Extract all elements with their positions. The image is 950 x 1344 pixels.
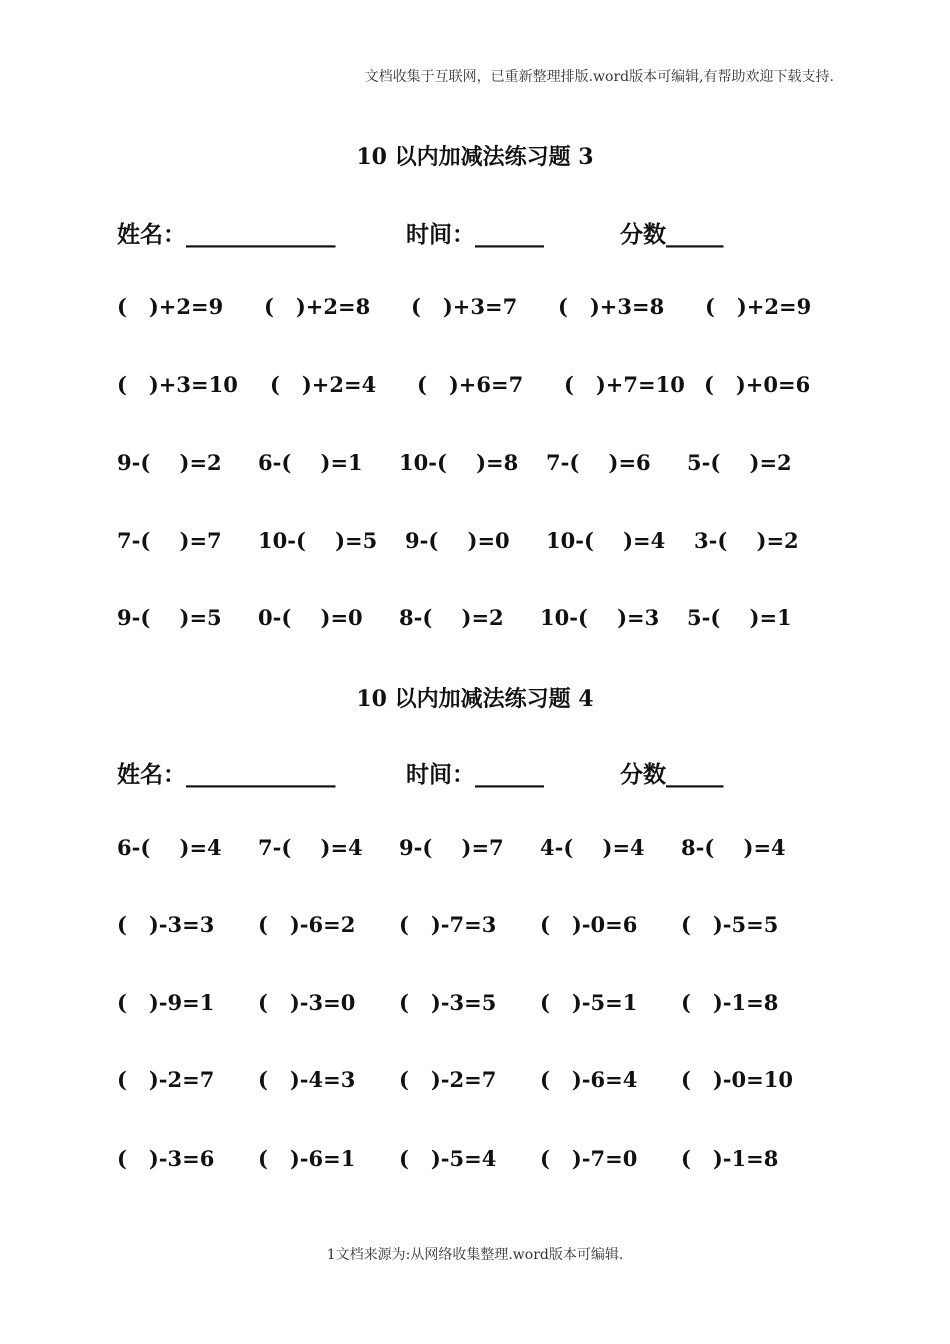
page-header-note: 文档收集于互联网，已重新整理排版.word版本可编辑,有帮助欢迎下载支持. xyxy=(364,69,834,85)
problem: ( )-2=7 xyxy=(117,1067,215,1092)
problem: ( )-6=4 xyxy=(540,1067,638,1092)
problem-row xyxy=(117,294,837,324)
problem: ( )-5=4 xyxy=(399,1146,497,1171)
problem: 3-( )=2 xyxy=(694,528,799,553)
problem: ( )-1=8 xyxy=(681,990,779,1015)
problem: 5-( )=2 xyxy=(687,450,792,475)
problem: 0-( )=0 xyxy=(258,605,363,630)
problem: ( )+2=8 xyxy=(264,294,371,319)
problem-row xyxy=(117,450,837,480)
problem: 7-( )=7 xyxy=(117,528,222,553)
problem: ( )+6=7 xyxy=(417,372,524,397)
problem: ( )-0=6 xyxy=(540,912,638,937)
problem-row xyxy=(117,528,837,558)
problem: 6-( )=1 xyxy=(258,450,363,475)
problem: ( )-3=3 xyxy=(117,912,215,937)
name-field-label: 姓名：_____________ xyxy=(117,761,336,788)
score-field-label: 分数_____ xyxy=(620,761,724,788)
problem: ( )-2=7 xyxy=(399,1067,497,1092)
problem-row xyxy=(117,912,837,942)
problem: ( )-6=1 xyxy=(258,1146,356,1171)
section-title: 10 以内加减法练习题 3 xyxy=(356,144,594,170)
problem: ( )-0=10 xyxy=(681,1067,793,1092)
problem: ( )+2=9 xyxy=(117,294,224,319)
problem: 9-( )=5 xyxy=(117,605,222,630)
problem: 4-( )=4 xyxy=(540,835,645,860)
problem: ( )+3=10 xyxy=(117,372,238,397)
problem: ( )+0=6 xyxy=(704,372,811,397)
problem: ( )-7=0 xyxy=(540,1146,638,1171)
problem: ( )-1=8 xyxy=(681,1146,779,1171)
score-field-label: 分数_____ xyxy=(620,221,724,248)
time-field-label: 时间：______ xyxy=(406,221,544,248)
problem: ( )-7=3 xyxy=(399,912,497,937)
problem: 9-( )=7 xyxy=(399,835,504,860)
problem: 9-( )=2 xyxy=(117,450,222,475)
problem: ( )-3=0 xyxy=(258,990,356,1015)
problem: 9-( )=0 xyxy=(405,528,510,553)
problem-row xyxy=(117,605,837,635)
problem: ( )-3=5 xyxy=(399,990,497,1015)
problem: ( )+2=4 xyxy=(270,372,377,397)
problem: ( )-3=6 xyxy=(117,1146,215,1171)
problem: 10-( )=3 xyxy=(540,605,660,630)
problem-row xyxy=(117,990,837,1020)
problem: ( )+3=8 xyxy=(558,294,665,319)
problem-row xyxy=(117,372,837,402)
name-field-label: 姓名：_____________ xyxy=(117,221,336,248)
problem-row xyxy=(117,1146,837,1176)
problem: ( )+3=7 xyxy=(411,294,518,319)
problem: 10-( )=4 xyxy=(546,528,666,553)
problem: ( )-5=1 xyxy=(540,990,638,1015)
problem: 7-( )=4 xyxy=(258,835,363,860)
problem: 8-( )=4 xyxy=(681,835,786,860)
page-footer-note: 1文档来源为:从网络收集整理.word版本可编辑. xyxy=(326,1247,624,1263)
problem: 7-( )=6 xyxy=(546,450,651,475)
problem-row xyxy=(117,835,837,865)
problem: ( )-5=5 xyxy=(681,912,779,937)
problem: 8-( )=2 xyxy=(399,605,504,630)
section-title: 10 以内加减法练习题 4 xyxy=(356,686,594,712)
problem: ( )-6=2 xyxy=(258,912,356,937)
problem: 5-( )=1 xyxy=(687,605,792,630)
problem: 10-( )=5 xyxy=(258,528,378,553)
problem: ( )-9=1 xyxy=(117,990,215,1015)
problem: ( )-4=3 xyxy=(258,1067,356,1092)
problem: ( )+7=10 xyxy=(564,372,685,397)
problem-row xyxy=(117,1067,837,1097)
problem: 6-( )=4 xyxy=(117,835,222,860)
problem: 10-( )=8 xyxy=(399,450,519,475)
time-field-label: 时间：______ xyxy=(406,761,544,788)
problem: ( )+2=9 xyxy=(705,294,812,319)
